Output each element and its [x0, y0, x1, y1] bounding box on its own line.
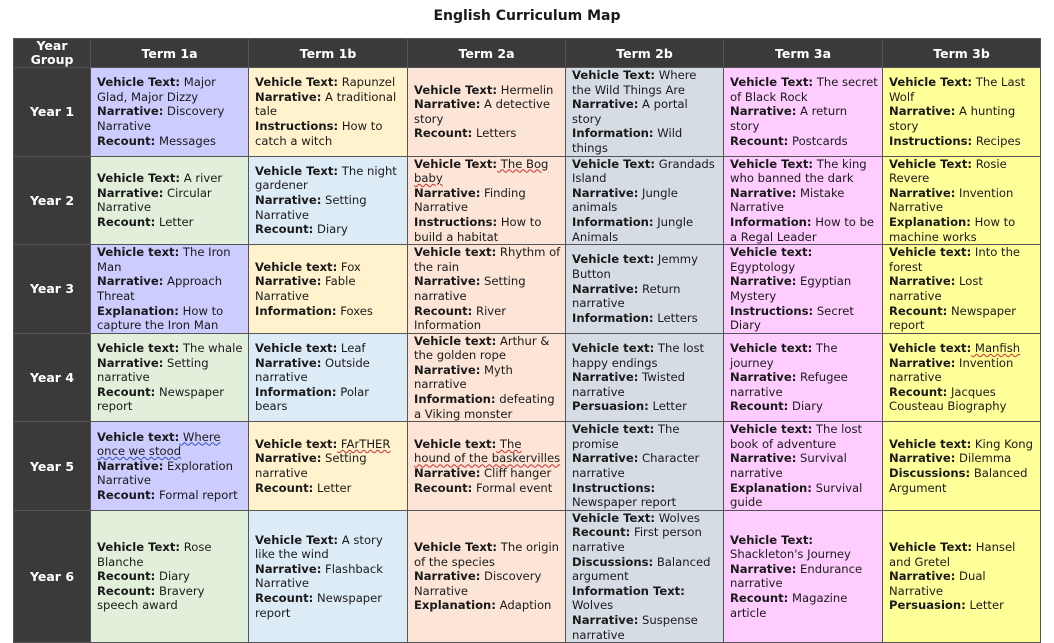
table-row [14, 156, 1041, 245]
page-title: English Curriculum Map [433, 8, 621, 24]
table-row [14, 422, 1041, 511]
cell-line: Persuasion: Letter [889, 598, 1004, 613]
header-term-2a: Term 2a [408, 39, 566, 68]
term-cell [249, 68, 408, 157]
cell-line: Narrative: A hunting story [889, 104, 1016, 134]
cell-line: Vehicle text: The lost book of adventure [730, 422, 863, 451]
cell-line: Vehicle text: Into the forest [889, 245, 1021, 274]
cell-line: Narrative: Dilemma [889, 451, 1012, 466]
term-cell [566, 156, 724, 245]
cell-line: Narrative: Outside narrative [255, 355, 370, 385]
term-cell [724, 333, 883, 422]
cell-line: Vehicle text: The journey [730, 340, 838, 370]
cell-line: Recount: Diary [730, 399, 823, 414]
year-label: Year 4 [14, 333, 91, 422]
cell-line: Narrative: A portal story [572, 97, 688, 126]
header-term-2b: Term 2b [566, 39, 724, 68]
cell-line: Recount: Jacques Cousteau Biography [889, 384, 1007, 414]
cell-line: Information Text: Wolves [572, 583, 685, 613]
cell-line: Information: Foxes [255, 303, 373, 318]
cell-line: Narrative: Setting narrative [97, 355, 209, 385]
table-row [14, 245, 1041, 334]
table-row [14, 333, 1041, 422]
cell-line: Explanation: Adaption [414, 598, 552, 613]
term-cell [883, 245, 1041, 334]
cell-line: Recount: Diary [255, 222, 348, 237]
cell-line: Instructions: Secret Diary [730, 303, 854, 333]
cell-line: Narrative: Discovery Narrative [414, 569, 542, 598]
cell-line: Vehicle text: The hound of the baskervilles [414, 436, 561, 466]
cell-line: Instructions: How to build a habitat [414, 214, 542, 244]
cell-line: Discussions: Balanced Argument [889, 466, 1028, 495]
cell-line: Narrative: Dual Narrative [889, 569, 986, 598]
year-label: Year 3 [14, 245, 91, 334]
cell-line: Narrative: Fable Narrative [255, 274, 356, 303]
cell-line: Instructions: How to catch a witch [255, 119, 383, 148]
term-cell [408, 68, 566, 157]
header-year-group: Year Group [14, 39, 91, 68]
cell-line: Recount: Diary [97, 569, 190, 584]
cell-line: Recount: Newspaper report [255, 591, 383, 620]
cell-line: Narrative: Myth narrative [414, 362, 513, 392]
cell-line: Narrative: Survival narrative [730, 451, 847, 481]
term-cell [566, 245, 724, 334]
term-cell [724, 422, 883, 511]
term-cell [566, 68, 724, 157]
term-cell [566, 422, 724, 511]
cell-line: Narrative: Return narrative [572, 281, 681, 311]
cell-line: Vehicle text: Arthur & the golden rope [414, 333, 550, 363]
cell-line: Vehicle Text: Wolves [572, 510, 700, 525]
cell-line: Vehicle text: Egyptology [730, 245, 813, 274]
year-label: Year 5 [14, 422, 91, 511]
cell-line: Instructions: Recipes [889, 133, 1021, 148]
cell-line: Vehicle text: Jemmy Button [572, 252, 698, 282]
term-cell [249, 333, 408, 422]
cell-line: Recount: Postcards [730, 133, 848, 148]
cell-line: Vehicle text: Where once we stood [97, 429, 221, 459]
header-term-1a: Term 1a [91, 39, 249, 68]
cell-line: Vehicle Text: Major Glad, Major Dizzy [97, 75, 216, 104]
cell-line: Recount: Formal event [414, 480, 553, 495]
header-term-3b: Term 3b [883, 39, 1041, 68]
cell-line: Narrative: A traditional tale [255, 89, 397, 119]
cell-line: Information: Polar bears [255, 384, 370, 414]
term-cell [883, 156, 1041, 245]
cell-line: Vehicle Text: A story like the wind [255, 532, 383, 562]
cell-line: Vehicle text: FArTHER [255, 436, 391, 451]
cell-line: Vehicle text: Fox [255, 259, 361, 274]
cell-line: Narrative: Setting narrative [255, 451, 367, 481]
cell-line: Vehicle text: Manfish [889, 340, 1021, 355]
cell-line: Narrative: A detective story [414, 97, 550, 126]
cell-line: Information: Wild things [572, 126, 683, 155]
term-cell [91, 333, 249, 422]
cell-line: Narrative: Refugee narrative [730, 370, 848, 399]
term-cell [249, 422, 408, 511]
term-cell [724, 68, 883, 157]
term-cell [724, 245, 883, 334]
cell-line: Narrative: Jungle animals [572, 185, 678, 215]
term-cell [883, 333, 1041, 422]
cell-line: Recount: Bravery speech award [97, 583, 205, 613]
cell-line: Narrative: Twisted narrative [572, 370, 685, 399]
cell-line: Narrative: Invention Narrative [889, 185, 1014, 215]
cell-line: Recount: River Information [414, 303, 507, 333]
cell-line: Information: defeating a Viking monster [414, 392, 555, 421]
year-label: Year 1 [14, 68, 91, 157]
cell-line: Narrative: A return story [730, 104, 848, 134]
cell-line: Vehicle text: The promise [572, 422, 680, 451]
cell-line: Recount: First person narrative [572, 525, 702, 554]
cell-line: Narrative: Character narrative [572, 451, 700, 481]
cell-line: Narrative: Mistake Narrative [730, 185, 845, 215]
cell-line: Recount: Letter [97, 214, 194, 229]
header-row [14, 39, 1041, 68]
cell-line: Narrative: Exploration Narrative [97, 458, 233, 488]
cell-line: Vehicle Text: The night gardener [255, 163, 397, 193]
term-cell [408, 245, 566, 334]
cell-line: Vehicle Text: The Bog baby [414, 156, 549, 186]
cell-line: Vehicle text: The whale [97, 340, 243, 355]
cell-line: Vehicle Text: Hansel and Gretel [889, 540, 1016, 569]
curriculum-table [13, 38, 1041, 643]
cell-line: Vehicle Text: The king who banned the dark [730, 156, 867, 186]
cell-line: Narrative: Egyptian Mystery [730, 274, 852, 303]
term-cell [883, 422, 1041, 511]
cell-line: Narrative: Invention narrative [889, 355, 1014, 385]
header-term-1b: Term 1b [249, 39, 408, 68]
term-cell [91, 68, 249, 157]
cell-line: Explanation: How to machine works [889, 214, 1016, 244]
cell-line: Vehicle Text: Rose Blanche [97, 540, 212, 569]
cell-line: Vehicle Text: Where the Wild Things Are [572, 68, 697, 97]
cell-line: Vehicle Text: The secret of Black Rock [730, 75, 878, 104]
cell-line: Narrative: Setting narrative [414, 274, 526, 303]
cell-line: Vehicle Text: Rapunzel [255, 75, 396, 90]
year-label: Year 6 [14, 510, 91, 642]
cell-line: Narrative: Suspense narrative [572, 612, 698, 642]
table-row [14, 68, 1041, 157]
cell-line: Discussions: Balanced argument [572, 554, 711, 584]
cell-line: Instructions: Newspaper report [572, 480, 677, 510]
cell-line: Recount: Newspaper report [97, 384, 225, 414]
cell-line: Vehicle text: King Kong [889, 436, 1033, 451]
term-cell [91, 245, 249, 334]
cell-line: Narrative: Circular Narrative [97, 185, 212, 215]
cell-line: Narrative: Discovery Narrative [97, 104, 225, 134]
term-cell [566, 333, 724, 422]
term-cell [408, 422, 566, 511]
cell-line: Recount: Newspaper report [889, 303, 1017, 333]
term-cell [408, 333, 566, 422]
cell-line: Vehicle Text: A river [97, 171, 223, 186]
cell-line: Information: Jungle Animals [572, 214, 694, 244]
cell-line: Recount: Formal report [97, 487, 238, 502]
term-cell [249, 245, 408, 334]
cell-line: Vehicle Text: Hermelin [414, 82, 554, 97]
cell-line: Narrative: Finding Narrative [414, 185, 526, 215]
term-cell [91, 422, 249, 511]
cell-line: Recount: Messages [97, 133, 216, 148]
term-cell [91, 156, 249, 245]
term-cell [883, 68, 1041, 157]
cell-line: Vehicle Text: Grandads Island [572, 156, 715, 186]
cell-line: Narrative: Cliff hanger [414, 466, 552, 481]
cell-line: Narrative: Endurance narrative [730, 561, 863, 591]
cell-line: Vehicle text: Rhythm of the rain [414, 245, 561, 274]
cell-line: Vehicle Text: The Last Wolf [889, 75, 1026, 104]
cell-line: Explanation: Survival guide [730, 480, 863, 510]
cell-line: Information: Letters [572, 310, 698, 325]
cell-line: Vehicle Text: The origin of the species [414, 540, 560, 569]
cell-line: Persuasion: Letter [572, 399, 687, 414]
cell-line: Vehicle Text: Rosie Revere [889, 156, 1007, 186]
cell-line: Narrative: Lost narrative [889, 274, 983, 303]
cell-line: Narrative: Setting Narrative [255, 193, 367, 222]
cell-line: Vehicle text: Leaf [255, 340, 366, 355]
cell-line: Narrative: Flashback Narrative [255, 561, 383, 591]
cell-line: Vehicle text: The Iron Man [97, 245, 231, 274]
cell-line: Recount: Letters [414, 126, 517, 141]
year-label: Year 2 [14, 156, 91, 245]
cell-line: Recount: Magazine article [730, 591, 848, 620]
cell-line: Vehicle text: The lost happy endings [572, 340, 705, 370]
cell-line: Vehicle Text: Shackleton's Journey [730, 532, 851, 562]
term-cell [724, 156, 883, 245]
header-term-3a: Term 3a [724, 39, 883, 68]
cell-line: Information: How to be a Regal Leader [730, 214, 875, 244]
cell-line: Narrative: Approach Threat [97, 274, 223, 303]
cell-line: Recount: Letter [255, 480, 352, 495]
term-cell [408, 156, 566, 245]
cell-line: Explanation: How to capture the Iron Man [97, 303, 224, 333]
term-cell [249, 156, 408, 245]
